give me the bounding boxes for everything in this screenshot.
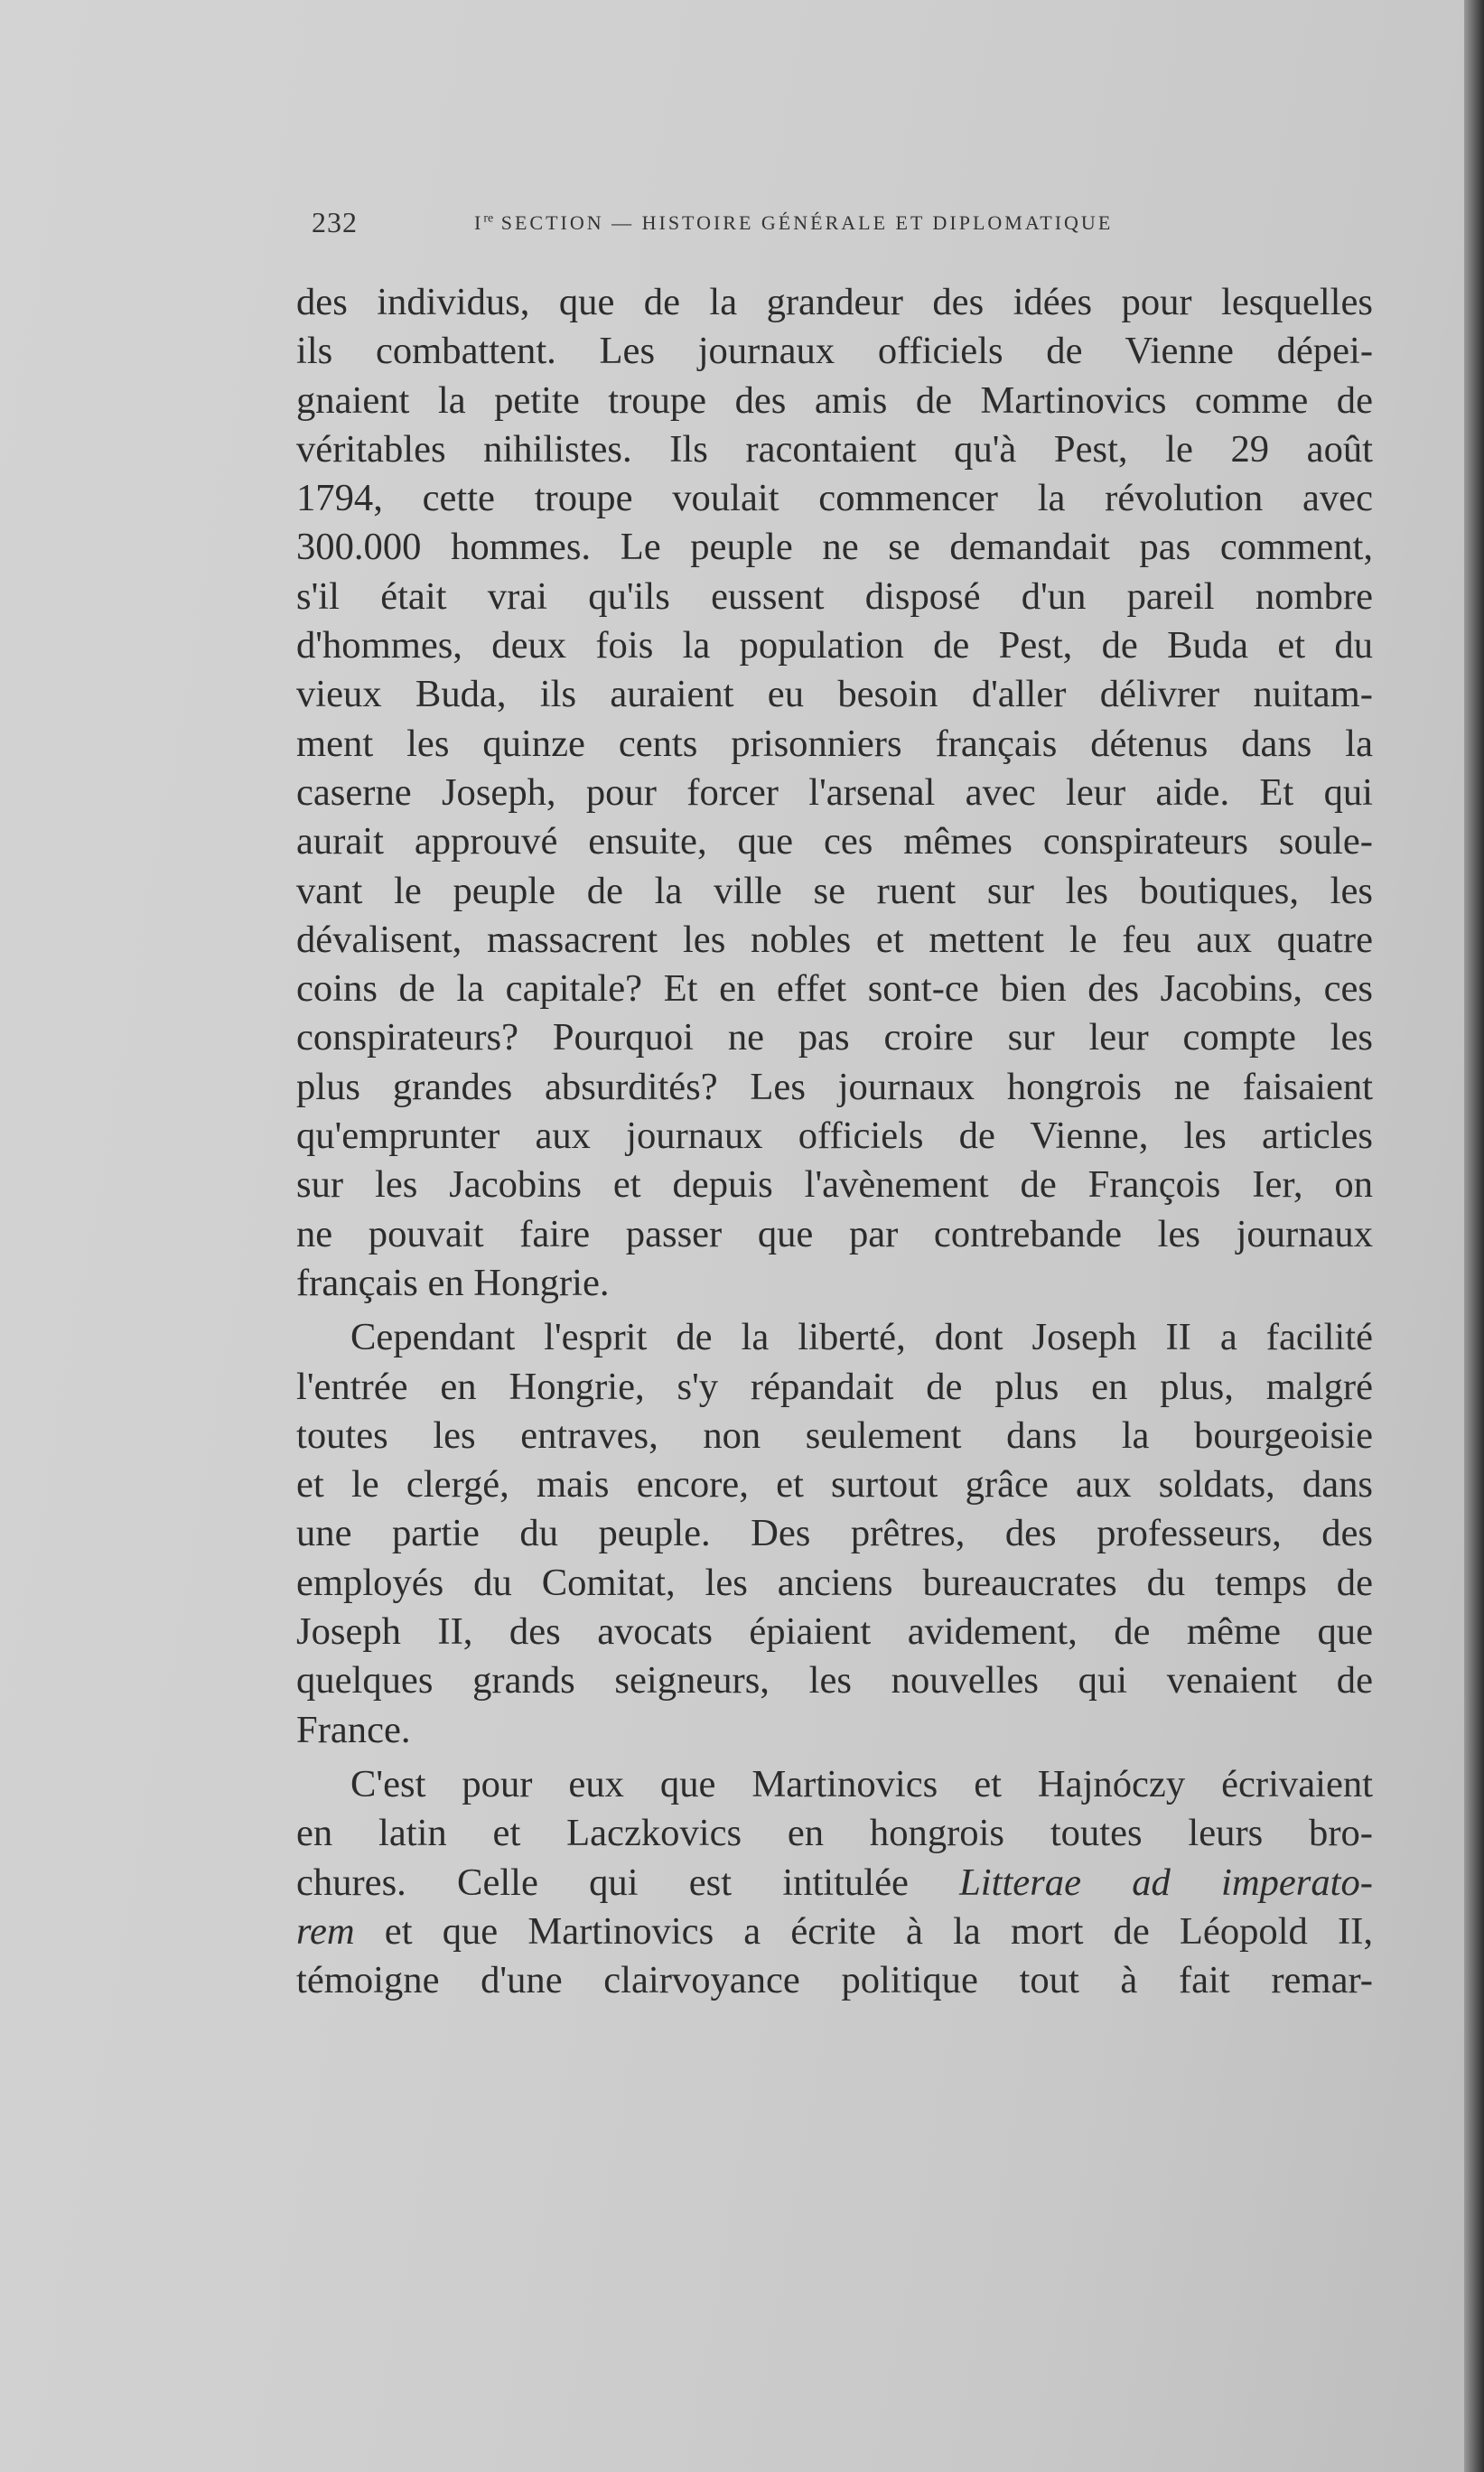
text-line: dévalisent, massacrent les nobles et mettent le feu aux quatre [296, 918, 1373, 961]
text-line: en latin et Laczkovics en hongrois toutes leurs bro- [296, 1812, 1373, 1855]
text-line: conspirateurs? Pourquoi ne pas croire sur leur compte les [296, 1016, 1373, 1059]
paragraph-2 [296, 1313, 1373, 1755]
text-line: s'il était vrai qu'ils eussent disposé d'un pareil nombre [296, 574, 1373, 618]
text-line: employés du Comitat, les anciens bureaucrates du temps de [296, 1561, 1373, 1604]
text-fragment: chures. Celle qui est intitulée [296, 1861, 960, 1904]
italic-title: Litterae ad imperato- [959, 1861, 1373, 1904]
text-line: d'hommes, deux fois la population de Pest, de Buda et du [296, 624, 1373, 667]
text-line: ne pouvait faire passer que par contrebande les journaux [296, 1212, 1373, 1255]
text-fragment: et que Martinovics a écrite à la mort de Léopold II, [354, 1909, 1373, 1953]
text-line: véritables nihilistes. Ils racontaient qu'à Pest, le 29 août [296, 427, 1373, 471]
text-line: gnaient la petite troupe des amis de Martinovics comme de [296, 378, 1373, 422]
section-text: SECTION — HISTOIRE GÉNÉRALE ET DIPLOMATIQUE [493, 211, 1114, 234]
book-binding-edge [1464, 0, 1484, 2472]
text-line [296, 1908, 1373, 1956]
text-line: qu'emprunter aux journaux officiels de Vienne, les articles [296, 1115, 1373, 1158]
text-line: ils combattent. Les journaux officiels de Vienne dépei- [296, 330, 1373, 373]
text-line: Joseph II, des avocats épiaient avidement, de même que [296, 1610, 1373, 1654]
text-line: quelques grands seigneurs, les nouvelles qui venaient de [296, 1659, 1373, 1702]
running-head [312, 206, 1215, 242]
text-line [296, 1859, 1373, 1908]
text-line: Cependant l'esprit de la liberté, dont Joseph II a facilité [350, 1316, 1373, 1359]
page-number: 232 [312, 206, 358, 238]
text-line: vant le peuple de la ville se ruent sur les boutiques, les [296, 869, 1373, 912]
text-line: une partie du peuple. Des prêtres, des professeurs, des [296, 1512, 1373, 1555]
text-line: 1794, cette troupe voulait commencer la révolution avec [296, 477, 1373, 520]
text-line: toutes les entraves, non seulement dans la bourgeoisie [296, 1413, 1373, 1457]
text-line: vieux Buda, ils auraient eu besoin d'aller délivrer nuitam- [296, 673, 1373, 716]
text-line: et le clergé, mais encore, et surtout grâce aux soldats, dans [296, 1463, 1373, 1507]
text-line: l'entrée en Hongrie, s'y répandait de plus en plus, malgré [296, 1365, 1373, 1408]
text-line: France. [296, 1708, 411, 1751]
italic-title: rem [296, 1909, 355, 1953]
text-line: aurait approuvé ensuite, que ces mêmes conspirateurs soule- [296, 820, 1373, 863]
section-title [474, 211, 1113, 235]
section-prefix: I [474, 211, 484, 234]
paragraph-3 [296, 1760, 1373, 2005]
text-line: français en Hongrie. [296, 1261, 610, 1304]
text-line: sur les Jacobins et depuis l'avènement de François Ier, on [296, 1163, 1373, 1207]
section-superscript: re [483, 211, 494, 226]
text-line: caserne Joseph, pour forcer l'arsenal avec leur aide. Et qui [296, 770, 1373, 814]
paragraph-1 [296, 278, 1373, 1308]
text-line: plus grandes absurdités? Les journaux hongrois ne faisaient [296, 1065, 1373, 1108]
text-line: témoigne d'une clairvoyance politique tout à fait remar- [296, 1959, 1373, 2002]
text-line: des individus, que de la grandeur des idées pour lesquelles [296, 281, 1373, 323]
text-line: coins de la capitale? Et en effet sont-ce bien des Jacobins, ces [296, 967, 1373, 1011]
text-line: C'est pour eux que Martinovics et Hajnóczy écrivaient [350, 1762, 1373, 1805]
text-line: 300.000 hommes. Le peuple ne se demandait pas comment, [296, 526, 1373, 569]
body-text [296, 278, 1373, 2005]
text-line: ment les quinze cents prisonniers français détenus dans la [296, 722, 1373, 765]
